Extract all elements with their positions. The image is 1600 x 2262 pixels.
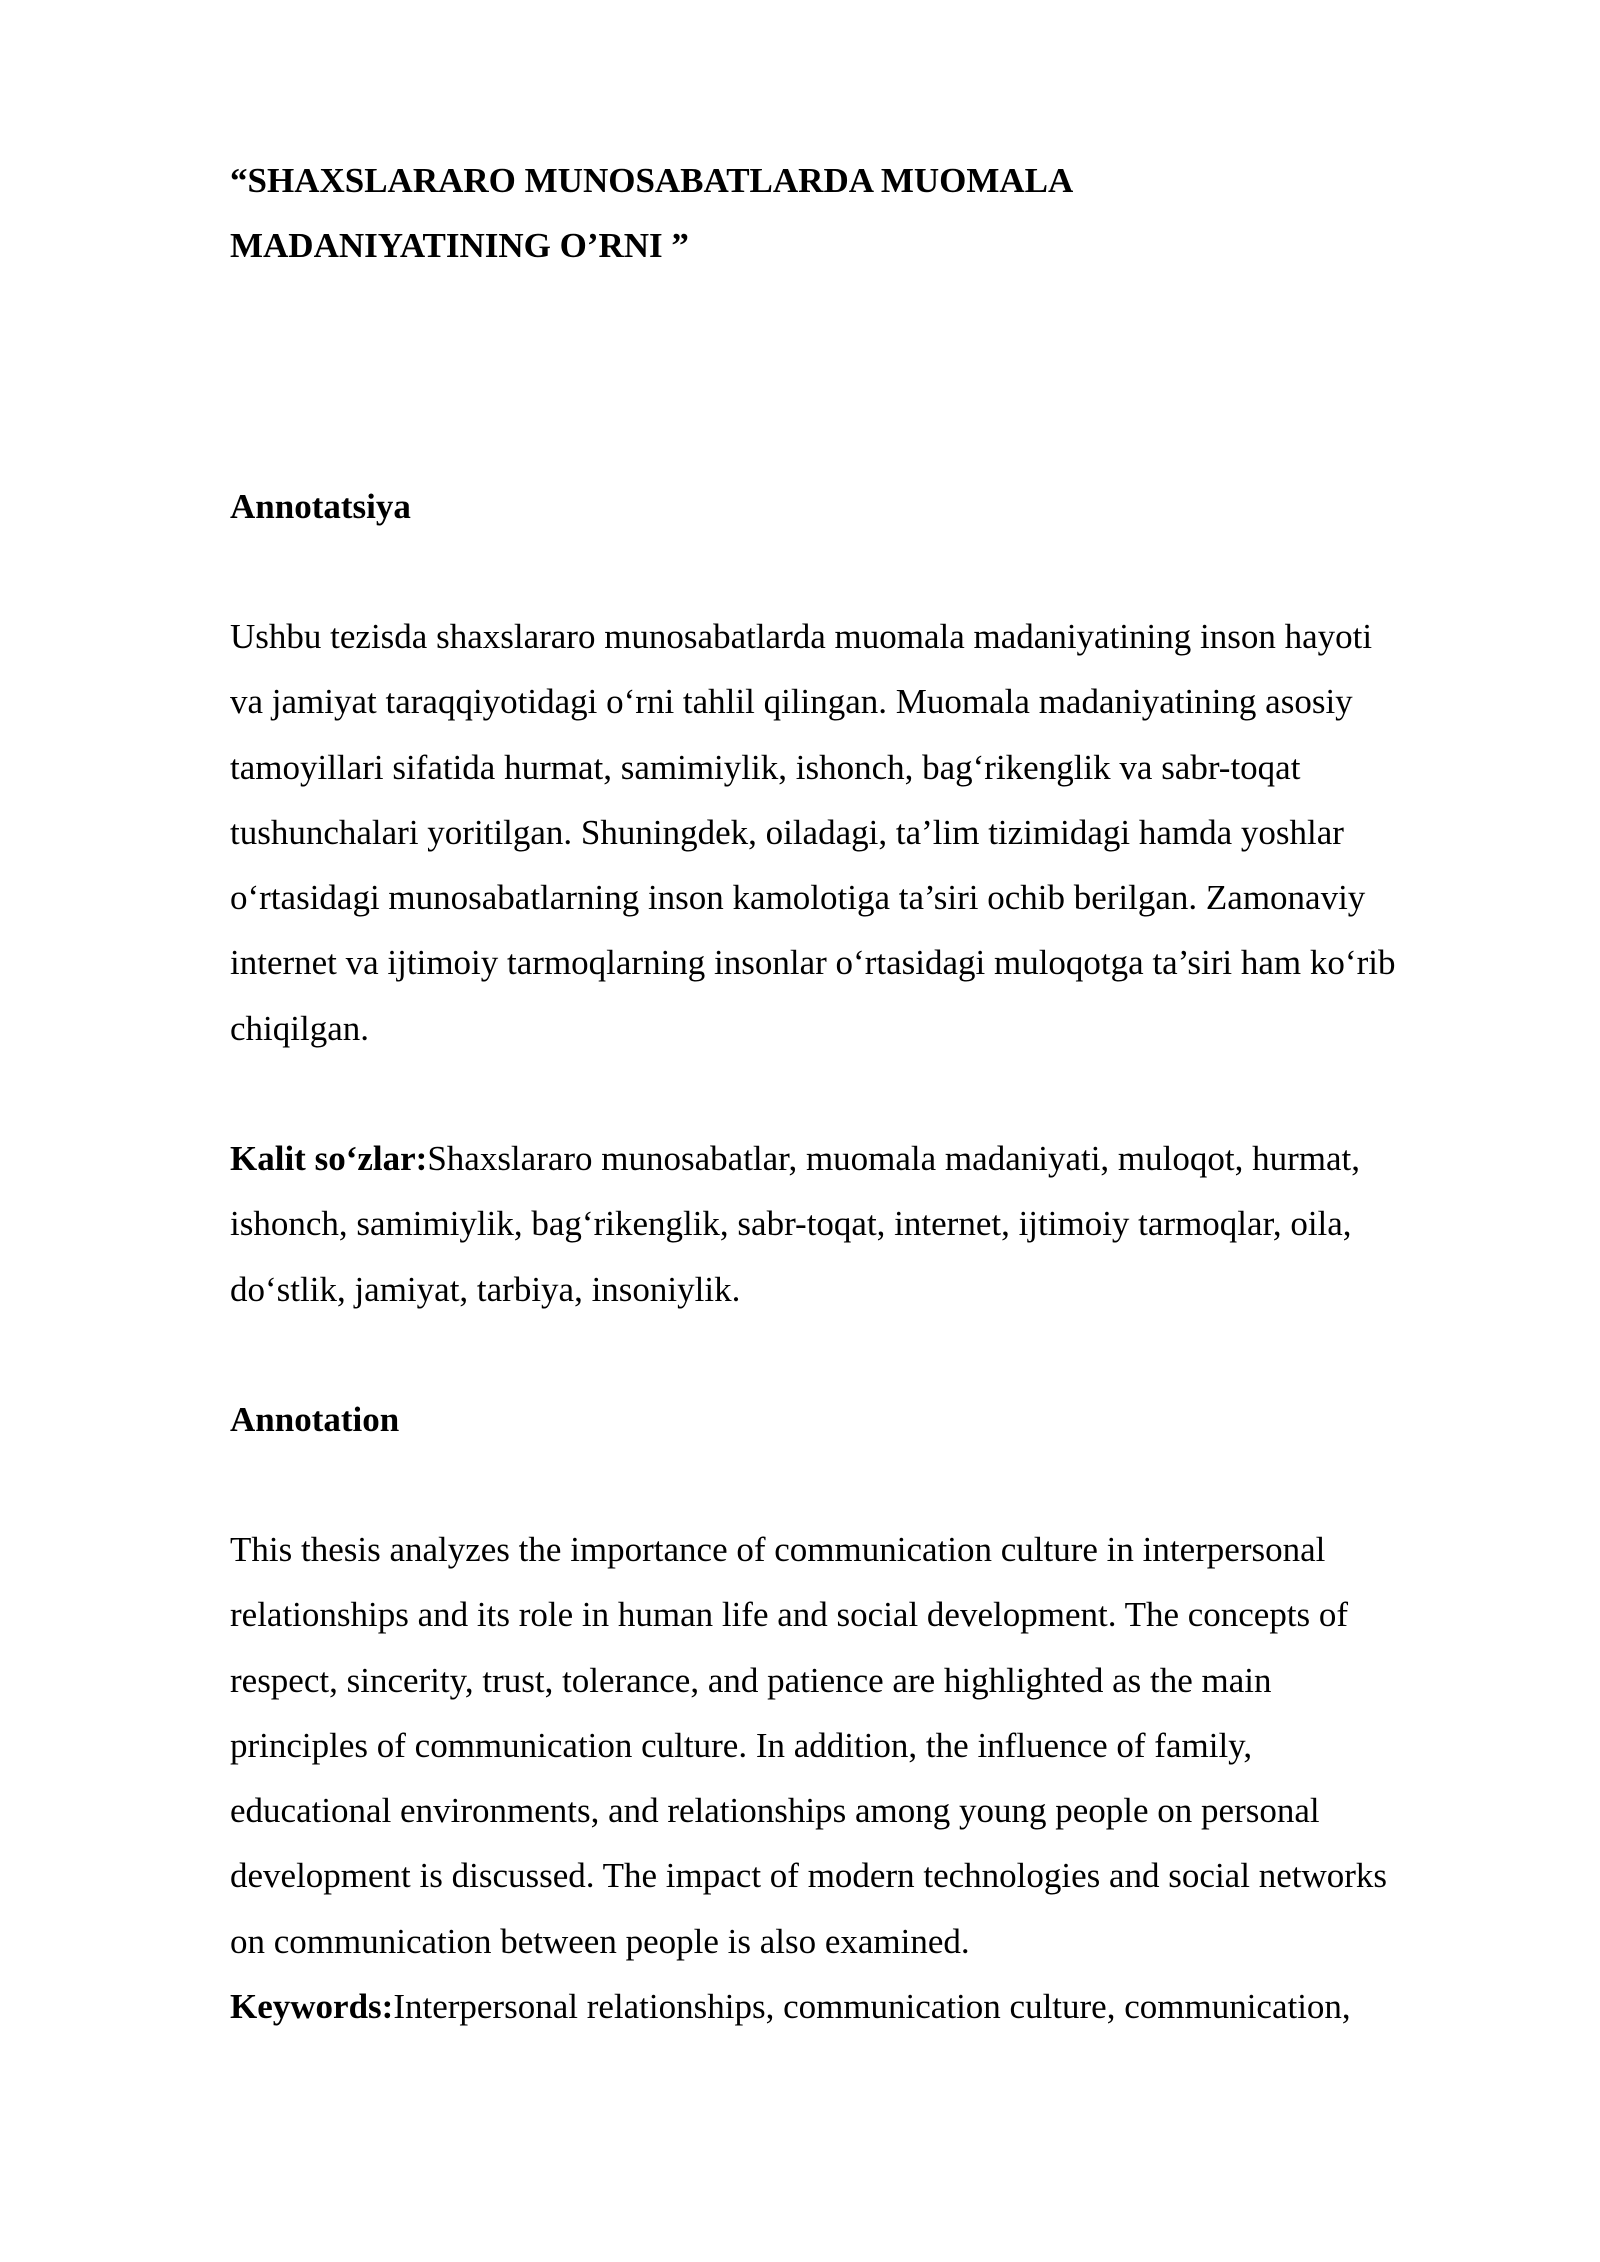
text-line: respect, sincerity, trust, tolerance, and patience are highlighted as the main <box>230 1660 1272 1700</box>
text-line: chiqilgan. <box>230 1008 369 1048</box>
text-line: do‘stlik, jamiyat, tarbiya, insoniylik. <box>230 1269 741 1309</box>
annotation-heading: Annotation <box>230 1399 400 1439</box>
keywords-label: Keywords: <box>230 1987 394 2027</box>
kalit-sozlar-paragraph <box>230 1126 1530 1322</box>
text-line <box>230 1126 1530 1191</box>
text-line: development is discussed. The impact of modern technologies and social networks <box>230 1856 1387 1896</box>
kalit-sozlar-label: Kalit so‘zlar: <box>230 1139 428 1179</box>
text-line: internet va ijtimoiy tarmoqlarning insonlar o‘rtasidagi muloqotga ta’siri ham ko‘rib <box>230 943 1396 983</box>
text-line: o‘rtasidagi munosabatlarning inson kamolotiga ta’siri ochib berilgan. Zamonaviy <box>230 878 1366 918</box>
text-line: educational environments, and relationships among young people on personal <box>230 1791 1320 1831</box>
kalit-sozlar-text: Shaxslararo munosabatlar, muomala madaniyati, muloqot, hurmat, <box>427 1139 1360 1179</box>
keywords-paragraph <box>230 1974 1530 2039</box>
text-line: va jamiyat taraqqiyotidagi o‘rni tahlil qilingan. Muomala madaniyatining asosiy <box>230 682 1353 722</box>
text-line: principles of communication culture. In addition, the influence of family, <box>230 1725 1253 1765</box>
annotatsiya-paragraph <box>230 604 1530 1061</box>
text-line: relationships and its role in human life and social development. The concepts of <box>230 1595 1349 1635</box>
text-line: on communication between people is also examined. <box>230 1921 970 1961</box>
title-line: MADANIYATINING O’RNI ” <box>230 226 689 265</box>
text-line: This thesis analyzes the importance of communication culture in interpersonal <box>230 1529 1326 1569</box>
text-line <box>230 1974 1530 2039</box>
document-body <box>230 148 1530 2039</box>
text-line: tamoyillari sifatida hurmat, samimiylik, ishonch, bag‘rikenglik va sabr-toqat <box>230 747 1301 787</box>
text-line: ishonch, samimiylik, bag‘rikenglik, sabr-toqat, internet, ijtimoiy tarmoqlar, oila, <box>230 1204 1352 1244</box>
text-line: tushunchalari yoritilgan. Shuningdek, oiladagi, ta’lim tizimidagi hamda yoshlar <box>230 812 1344 852</box>
keywords-text: Interpersonal relationships, communication culture, communication, <box>393 1987 1351 2027</box>
text-line: Ushbu tezisda shaxslararo munosabatlarda muomala madaniyatining inson hayoti <box>230 617 1373 656</box>
title-line: “SHAXSLARARO MUNOSABATLARDA MUOMALA <box>230 161 1074 200</box>
document-title <box>230 148 1530 278</box>
annotatsiya-heading: Annotatsiya <box>230 487 411 526</box>
annotation-paragraph <box>230 1517 1530 1974</box>
